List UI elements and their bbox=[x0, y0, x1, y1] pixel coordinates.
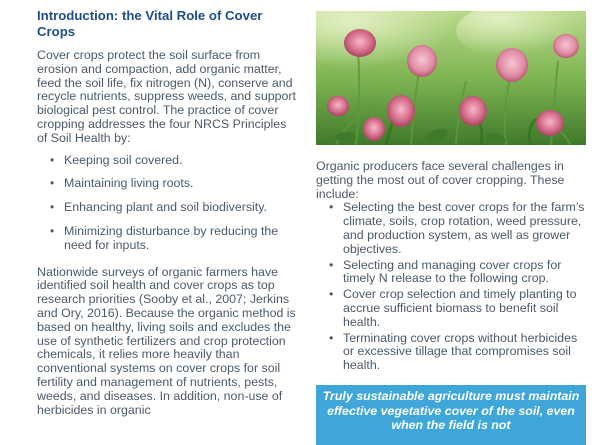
bullet: • bbox=[50, 152, 55, 167]
list-item: • Selecting and managing cover crops for timely N release to the following crop. bbox=[329, 257, 562, 286]
challenges-intro: Organic producers face several challenges in getting the most out of cover cropping. These include: bbox=[316, 159, 565, 201]
list-item: • Keeping soil covered. bbox=[50, 152, 183, 167]
challenges-list bbox=[316, 201, 588, 373]
clover-photo bbox=[316, 11, 586, 145]
list-item: • Selecting the best cover crops for the farm’s climate, soils, crop rotation, weed pressure, and production system, as well as grower objectives. bbox=[329, 200, 585, 256]
list-item: • Enhancing plant and soil biodiversity. bbox=[50, 200, 267, 215]
list-item: • Minimizing disturbance by reducing the need for inputs. bbox=[50, 223, 279, 252]
bullet: • bbox=[329, 200, 334, 215]
list-item: • Terminating cover crops without herbicides or excessive tillage that compromises soil health. bbox=[329, 330, 578, 373]
bullet: • bbox=[329, 330, 334, 345]
bullet: • bbox=[50, 223, 55, 238]
list-item: • Cover crop selection and timely planting to accrue sufficient biomass to benefit soil health. bbox=[329, 287, 577, 329]
section-heading: Introduction: the Vital Role of Cover Crops bbox=[37, 8, 263, 39]
list-item: • Maintaining living roots. bbox=[50, 176, 194, 191]
intro-paragraph: Cover crops protect the soil surface from erosion and compaction, add organic matter, feed the soil life, fix nitrogen (N), conserve and recycle nutrients, suppress weeds, and support biological pest control. The practice of cover cropping addresses the four NRCS Principles of Soil Health by: bbox=[37, 48, 296, 145]
bullet: • bbox=[50, 176, 55, 191]
bullet: • bbox=[329, 287, 334, 302]
left-column bbox=[37, 0, 299, 417]
challenges-section bbox=[316, 160, 588, 375]
soil-health-principles-list bbox=[37, 154, 299, 253]
bullet: • bbox=[329, 257, 334, 272]
callout-box: Truly sustainable agriculture must maintain effective vegetative cover of the soil, even when the field is not bbox=[316, 385, 586, 445]
survey-paragraph: Nationwide surveys of organic farmers have identified soil health and cover crops as top research priorities (Sooby et al., 2007; Jerkins and Ory, 2016). Because the organic method is based on healthy, living soils and excludes the use of synthetic fertilizers and crop protection chemicals, it relies more heavily than conventional systems on cover crops for soil fertility and management of nutrients, pests, weeds, and diseases. In addition, non-use of herbicides in organic bbox=[37, 264, 296, 417]
bullet: • bbox=[50, 200, 55, 215]
